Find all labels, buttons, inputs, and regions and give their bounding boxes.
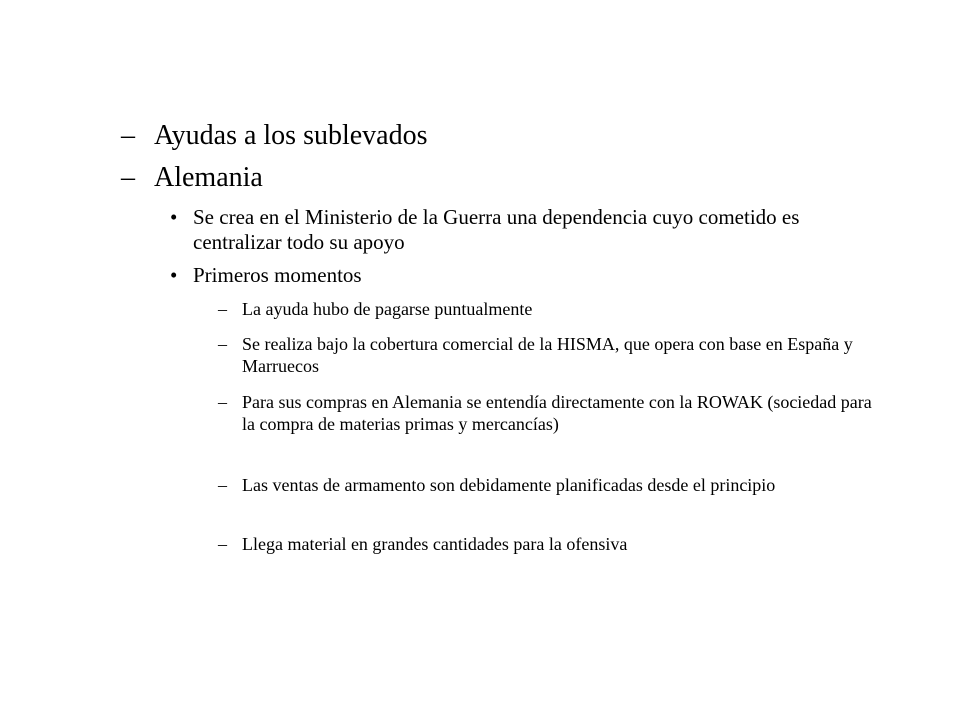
bullet-marker: • xyxy=(170,205,178,229)
dash-marker: – xyxy=(121,162,135,193)
dash-marker: – xyxy=(218,392,227,412)
outline-item-text: Ayudas a los sublevados xyxy=(154,120,428,151)
sub-item-hisma xyxy=(218,333,882,377)
sub-item-text: Llega material en grandes cantidades para la ofensiva xyxy=(242,534,628,554)
sub-item-text: Para sus compras en Alemania se entendía directamente con la ROWAK (sociedad para la compra de materias primas y mercancías) xyxy=(242,392,872,434)
outline-item-text: Alemania xyxy=(154,162,263,193)
bullet-item-primeros-momentos xyxy=(170,263,848,288)
sub-item-rowak xyxy=(218,391,882,435)
dash-marker: – xyxy=(218,475,227,495)
bullet-item-text: Primeros momentos xyxy=(193,263,362,287)
dash-marker: – xyxy=(218,534,227,554)
dash-marker: – xyxy=(218,299,227,319)
dash-marker: – xyxy=(121,120,135,151)
bullet-item-ministerio xyxy=(170,205,848,255)
sub-item-text: La ayuda hubo de pagarse puntualmente xyxy=(242,299,533,319)
bullet-item-text: Se crea en el Ministerio de la Guerra una dependencia cuyo cometido es centralizar todo su apoyo xyxy=(193,205,800,254)
bullet-marker: • xyxy=(170,263,178,287)
dash-marker: – xyxy=(218,334,227,354)
sub-item-material xyxy=(218,533,882,555)
sub-item-text: Las ventas de armamento son debidamente planificadas desde el principio xyxy=(242,475,776,495)
outline-item-ayudas xyxy=(121,118,914,154)
sub-item-text: Se realiza bajo la cobertura comercial de la HISMA, que opera con base en España y Marruecos xyxy=(242,334,853,376)
sub-item-pago xyxy=(218,298,882,320)
sub-item-armamento xyxy=(218,474,882,496)
outline-item-alemania xyxy=(121,160,914,196)
